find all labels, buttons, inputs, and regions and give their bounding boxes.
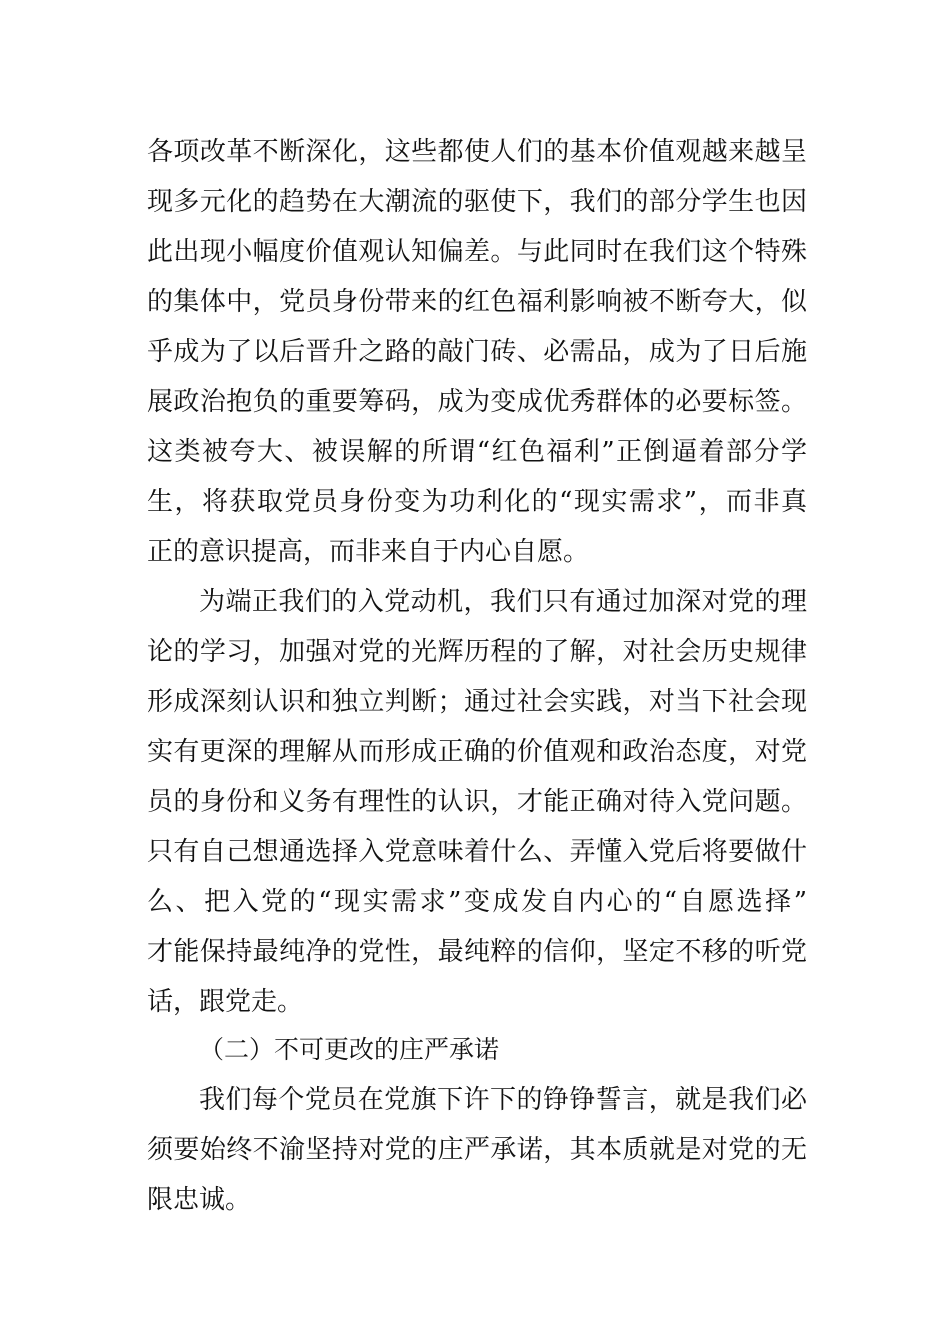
paragraph-2-line-9: 话，跟党走。 bbox=[147, 987, 304, 1017]
paragraph-1-line-9: 正的意识提高，而非来自于内心自愿。 bbox=[147, 537, 590, 567]
paragraph-1-line-6: 展政治抱负的重要筹码，成为变成优秀群体的必要标签。 bbox=[147, 387, 807, 417]
paragraph-2-line-3: 形成深刻认识和独立判断；通过社会实践，对当下社会现 bbox=[147, 687, 807, 717]
section-heading: （二）不可更改的庄严承诺 bbox=[199, 1035, 500, 1064]
paragraph-2-line-4: 实有更深的理解从而形成正确的价值观和政治态度，对党 bbox=[147, 737, 807, 767]
paragraph-2-line-8: 才能保持最纯净的党性，最纯粹的信仰，坚定不移的听党 bbox=[147, 937, 807, 967]
paragraph-2-line-6: 只有自己想通选择入党意味着什么、弄懂入党后将要做什 bbox=[147, 837, 807, 867]
paragraph-1-line-3: 此出现小幅度价值观认知偏差。与此同时在我们这个特殊 bbox=[147, 237, 807, 267]
paragraph-1-line-7: 这类被夸大、被误解的所谓“红色福利”正倒逼着部分学 bbox=[147, 437, 807, 467]
paragraph-3-line-3: 限忠诚。 bbox=[147, 1185, 252, 1215]
paragraph-3-line-1: 我们每个党员在党旗下许下的铮铮誓言，就是我们必 bbox=[199, 1085, 807, 1115]
paragraph-2-line-7: 么、把入党的“现实需求”变成发自内心的“自愿选择” bbox=[147, 887, 807, 917]
paragraph-1-line-5: 乎成为了以后晋升之路的敲门砖、必需品，成为了日后施 bbox=[147, 337, 807, 367]
paragraph-1-line-1: 各项改革不断深化，这些都使人们的基本价值观越来越呈 bbox=[147, 137, 807, 167]
paragraph-1-line-8: 生，将获取党员身份变为功利化的“现实需求”，而非真 bbox=[147, 487, 807, 517]
paragraph-1-line-2: 现多元化的趋势在大潮流的驱使下，我们的部分学生也因 bbox=[147, 187, 807, 217]
paragraph-3-line-2: 须要始终不渝坚持对党的庄严承诺，其本质就是对党的无 bbox=[147, 1135, 807, 1165]
paragraph-2-line-5: 员的身份和义务有理性的认识，才能正确对待入党问题。 bbox=[147, 787, 807, 817]
paragraph-1-line-4: 的集体中，党员身份带来的红色福利影响被不断夸大，似 bbox=[147, 287, 807, 317]
paragraph-2-line-2: 论的学习，加强对党的光辉历程的了解，对社会历史规律 bbox=[147, 637, 807, 667]
paragraph-2-line-1: 为端正我们的入党动机，我们只有通过加深对党的理 bbox=[199, 587, 807, 617]
